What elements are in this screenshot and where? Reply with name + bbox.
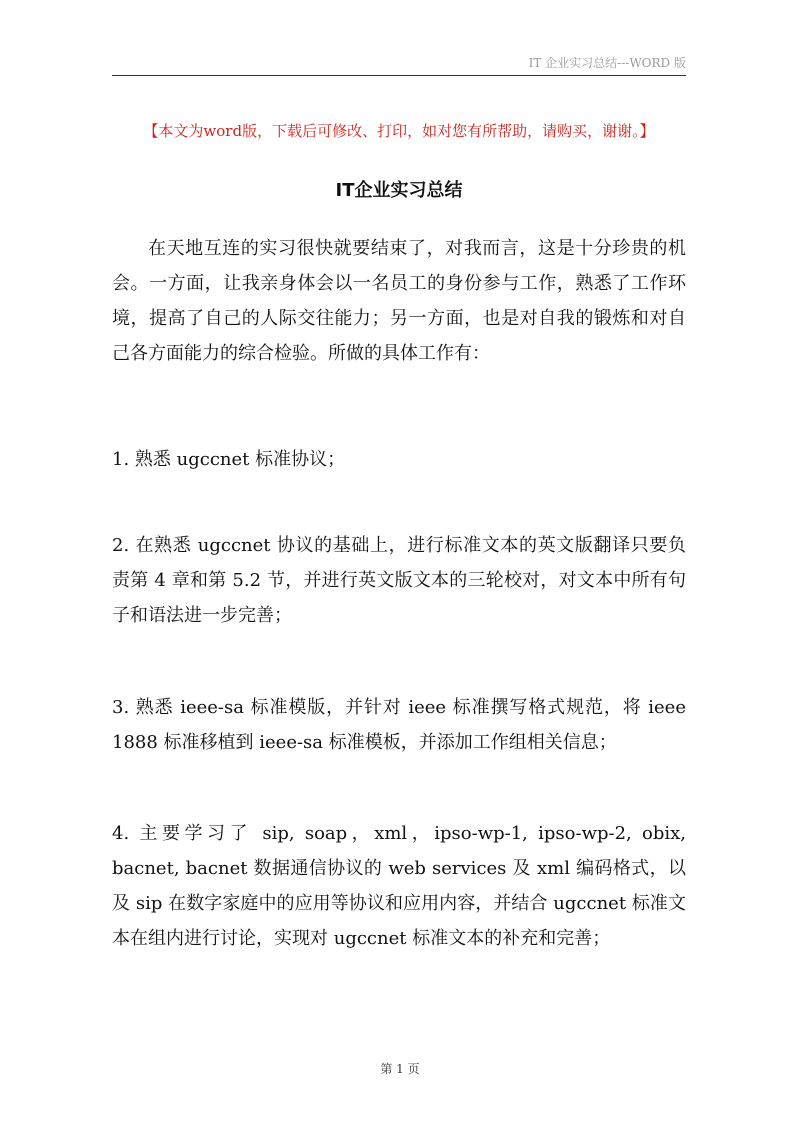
document-title: IT企业实习总结: [335, 180, 463, 201]
header-divider: [112, 75, 686, 76]
list-item-2: 2. 在熟悉 ugccnet 协议的基础上，进行标准文本的英文版翻译只要负责第 4 章和第 5.2 节，并进行英文版文本的三轮校对，对文本中所有句子和语法进一步完善；: [112, 535, 686, 626]
list-item-4: 4. 主要学习了 sip, soap，xml，ipso-wp-1, ipso-wp-2, obix, bacnet, bacnet 数据通信协议的 web services 及 xml 编码格式，以及 sip 在数字家庭中的应用等协议和应用内容，并结合 ugccnet 标准文本在组内进行讨论，实现对 ugccnet 标准文本的补充和完善；: [112, 823, 686, 949]
list-item-3: 3. 熟悉 ieee-sa 标准模版，并针对 ieee 标准撰写格式规范，将 ieee 1888 标准移植到 ieee-sa 标准模板，并添加工作组相关信息；: [112, 697, 686, 753]
page-number-footer: 第 1 页: [380, 1062, 420, 1076]
list-item-1: 1. 熟悉 ugccnet 标准协议；: [112, 449, 346, 470]
running-header: IT 企业实习总结---WORD 版: [528, 56, 686, 70]
word-version-notice: 【本文为word版，下载后可修改、打印，如对您有所帮助，请购买，谢谢。】: [143, 122, 655, 140]
intro-paragraph: 在天地互连的实习很快就要结束了，对我而言，这是十分珍贵的机会。一方面，让我亲身体会以一名员工的身份参与工作，熟悉了工作环境，提高了自己的人际交往能力；另一方面，也是对自我的锻炼和对自己各方面能力的综合检验。所做的具体工作有：: [112, 238, 686, 364]
